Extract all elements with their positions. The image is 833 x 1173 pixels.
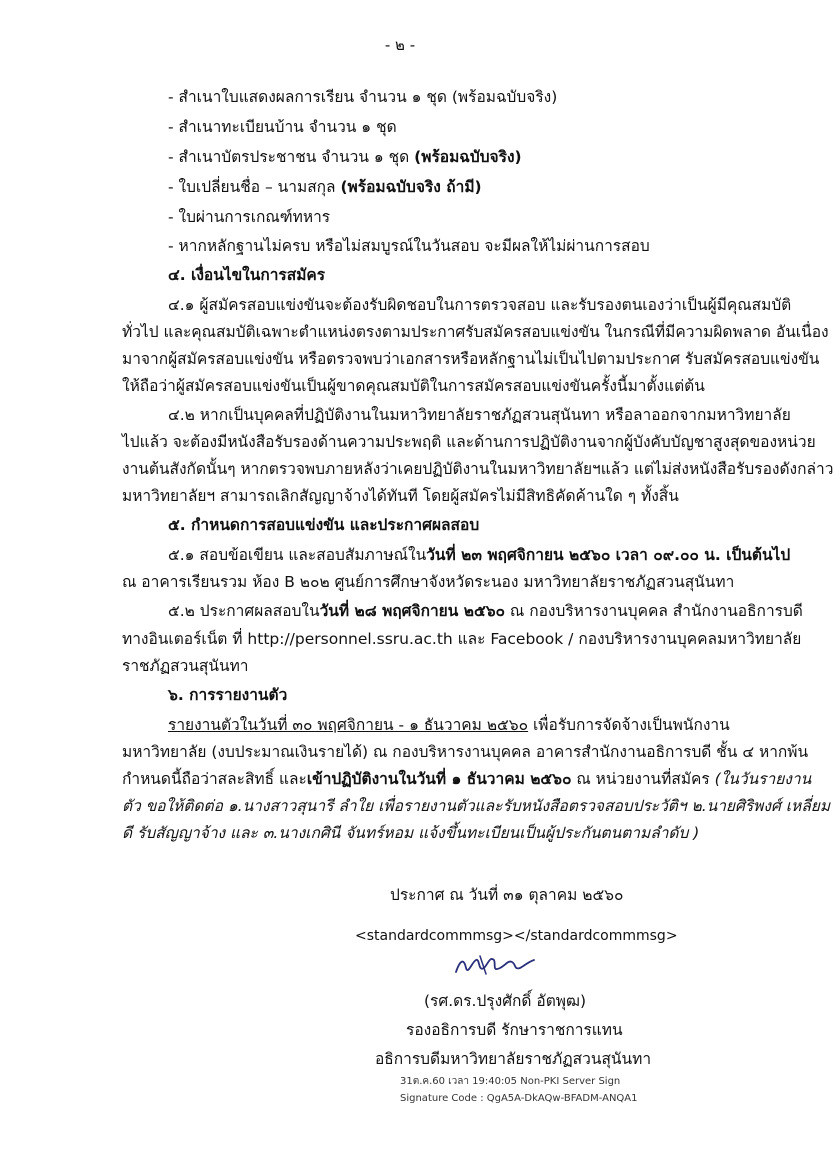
sign-timestamp: 31ต.ค.60 เวลา 19:40:05 Non-PKI Server Sign — [400, 1076, 621, 1087]
handwritten-signature — [450, 948, 540, 982]
section5-p2-line2: ทางอินเตอร์เน็ต ที่ http://personnel.ssru.ac.th และ Facebook / กองบริหารงานบุคคลมหาวิทยาลัย — [122, 630, 802, 648]
signature-code: Signature Code : QgA5A-DkAQw-BFADM-ANQA1 — [400, 1093, 638, 1104]
section6-line3-italic: (ในวันรายงาน — [714, 770, 812, 788]
section4-p1-line2: ทั่วไป และคุณสมบัติเฉพาะตำแหน่งตรงตามประกาศรับสมัครสอบแข่งขัน ในกรณีที่มีความผิดพลาด อันเนื่อง — [122, 323, 829, 341]
section4-p2-line4: มหาวิทยาลัยฯ สามารถเลิกสัญญาจ้างได้ทันที โดยผู้สมัครไม่มีสิทธิคัดค้านใด ๆ ทั้งสิ้น — [122, 487, 679, 505]
doc-item-name-change-note: (พร้อมฉบับจริง ถ้ามี) — [340, 178, 482, 196]
section5-p2-place: ณ กองบริหารงานบุคคล สำนักงานอธิการบดี — [505, 602, 803, 620]
section5-p1-line1 — [168, 545, 790, 565]
signer-title-1: รองอธิการบดี รักษาราชการแทน — [406, 1021, 623, 1039]
section6-heading: ๖. การรายงานตัว — [168, 686, 288, 704]
section6-line1-rest: เพื่อรับการจัดจ้างเป็นพนักงาน — [528, 716, 730, 734]
section5-result-date: วันที่ ๒๘ พฤศจิกายน ๒๕๖๐ — [319, 602, 505, 620]
section5-p2-line1 — [168, 601, 803, 621]
section6-line5: ดี รับสัญญาจ้าง และ ๓.นางเกศินี จันทร์หอม แจ้งขึ้นทะเบียนเป็นผู้ประกันตนตามลำดับ ) — [122, 824, 700, 842]
doc-item-warning: - หากหลักฐานไม่ครบ หรือไม่สมบูรณ์ในวันสอบ จะมีผลให้ไม่ผ่านการสอบ — [168, 237, 650, 255]
doc-item-house-registration: - สำเนาทะเบียนบ้าน จำนวน ๑ ชุด — [168, 118, 397, 136]
section4-heading: ๔. เงื่อนไขในการสมัคร — [168, 266, 326, 284]
doc-item-id-card-text: - สำเนาบัตรประชาชน จำนวน ๑ ชุด — [168, 148, 415, 166]
section4-p2-line2: ไปแล้ว จะต้องมีหนังสือรับรองด้านความประพฤติ และด้านการปฏิบัติงานจากผู้บังคับบัญชาสูงสุดของหน่วย — [122, 433, 816, 451]
section4-p2-line3: งานต้นสังกัดนั้นๆ หากตรวจพบภายหลังว่าเคยปฏิบัติงานในมหาวิทยาลัยฯแล้ว แต่ไม่ส่งหนังสือรับรองดังกล่าว — [122, 460, 833, 478]
section4-p1-line4: ให้ถือว่าผู้สมัครสอบแข่งขันเป็นผู้ขาดคุณสมบัติในการสมัครสอบแข่งขันครั้งนี้มาตั้งแต่ต้น — [122, 377, 705, 395]
signer-name: (รศ.ดร.ปรุงศักดิ์ อัตพุฒ) — [424, 992, 587, 1010]
section6-line1 — [168, 715, 730, 735]
section5-p1-line2: ณ อาคารเรียนรวม ห้อง B ๒๐๒ ศูนย์การศึกษาจังหวัดระนอง มหาวิทยาลัยราชภัฏสวนสุนันทา — [122, 573, 735, 591]
doc-item-id-card — [168, 147, 522, 167]
section6-report-dates: รายงานตัวในวันที่ ๓๐ พฤศจิกายน - ๑ ธันวาคม ๒๕๖๐ — [168, 716, 529, 734]
doc-item-transcript: - สำเนาใบแสดงผลการเรียน จำนวน ๑ ชุด (พร้อมฉบับจริง) — [168, 88, 558, 106]
signer-title-2: อธิการบดีมหาวิทยาลัยราชภัฏสวนสุนันทา — [375, 1050, 652, 1068]
section5-heading: ๕. กำหนดการสอบแข่งขัน และประกาศผลสอบ — [168, 516, 480, 534]
section6-start-date: เข้าปฏิบัติงานในวันที่ ๑ ธันวาคม ๒๕๖๐ — [306, 770, 572, 788]
section4-p1-line3: มาจากผู้สมัครสอบแข่งขัน หรือตรวจพบว่าเอกสารหรือหลักฐานไม่เป็นไปตามประกาศ รับสมัครสอบแข่งขัน — [122, 350, 820, 368]
section6-line3-c: ณ หน่วยงานที่สมัคร — [571, 770, 715, 788]
section5-p2-line3: ราชภัฏสวนสุนันทา — [122, 657, 249, 675]
standard-comm-tag: <standardcommmsg></standardcommmsg> — [355, 928, 678, 944]
section6-line3-a: กำหนดนี้ถือว่าสละสิทธิ์ และ — [122, 770, 307, 788]
section6-line4: ตัว ขอให้ติดต่อ ๑.นางสาวสุนารี ลำใย เพื่อรายงานตัวและรับหนังสือตรวจสอบประวัติฯ ๒.นายศิริพงศ์ เหลี่ยม — [122, 797, 831, 815]
section6-line2: มหาวิทยาลัย (งบประมาณเงินรายได้) ณ กองบริหารงานบุคคล อาคารสำนักงานอธิการบดี ชั้น ๔ หากพ้น — [122, 743, 809, 761]
section5-p1-text: ๕.๑ สอบข้อเขียน และสอบสัมภาษณ์ใน — [168, 546, 427, 564]
section4-p2-line1: ๔.๒ หากเป็นบุคคลที่ปฏิบัติงานในมหาวิทยาลัยราชภัฏสวนสุนันทา หรือลาออกจากมหาวิทยาลัย — [168, 406, 791, 424]
announcement-date: ประกาศ ณ วันที่ ๓๑ ตุลาคม ๒๕๖๐ — [390, 886, 624, 904]
section6-line3 — [122, 769, 811, 789]
page-number: - ๒ - — [384, 36, 416, 54]
section5-p2-text: ๕.๒ ประกาศผลสอบใน — [168, 602, 320, 620]
doc-item-military: - ใบผ่านการเกณฑ์ทหาร — [168, 208, 331, 226]
doc-item-id-card-note: (พร้อมฉบับจริง) — [414, 148, 522, 166]
doc-item-name-change — [168, 177, 482, 197]
doc-item-name-change-text: - ใบเปลี่ยนชื่อ – นามสกุล — [168, 178, 341, 196]
section5-exam-date: วันที่ ๒๓ พฤศจิกายน ๒๕๖๐ เวลา ๐๙.๐๐ น. เป็นต้นไป — [426, 546, 791, 564]
section4-p1-line1: ๔.๑ ผู้สมัครสอบแข่งขันจะต้องรับผิดชอบในการตรวจสอบ และรับรองตนเองว่าเป็นผู้มีคุณสมบัติ — [168, 296, 792, 314]
